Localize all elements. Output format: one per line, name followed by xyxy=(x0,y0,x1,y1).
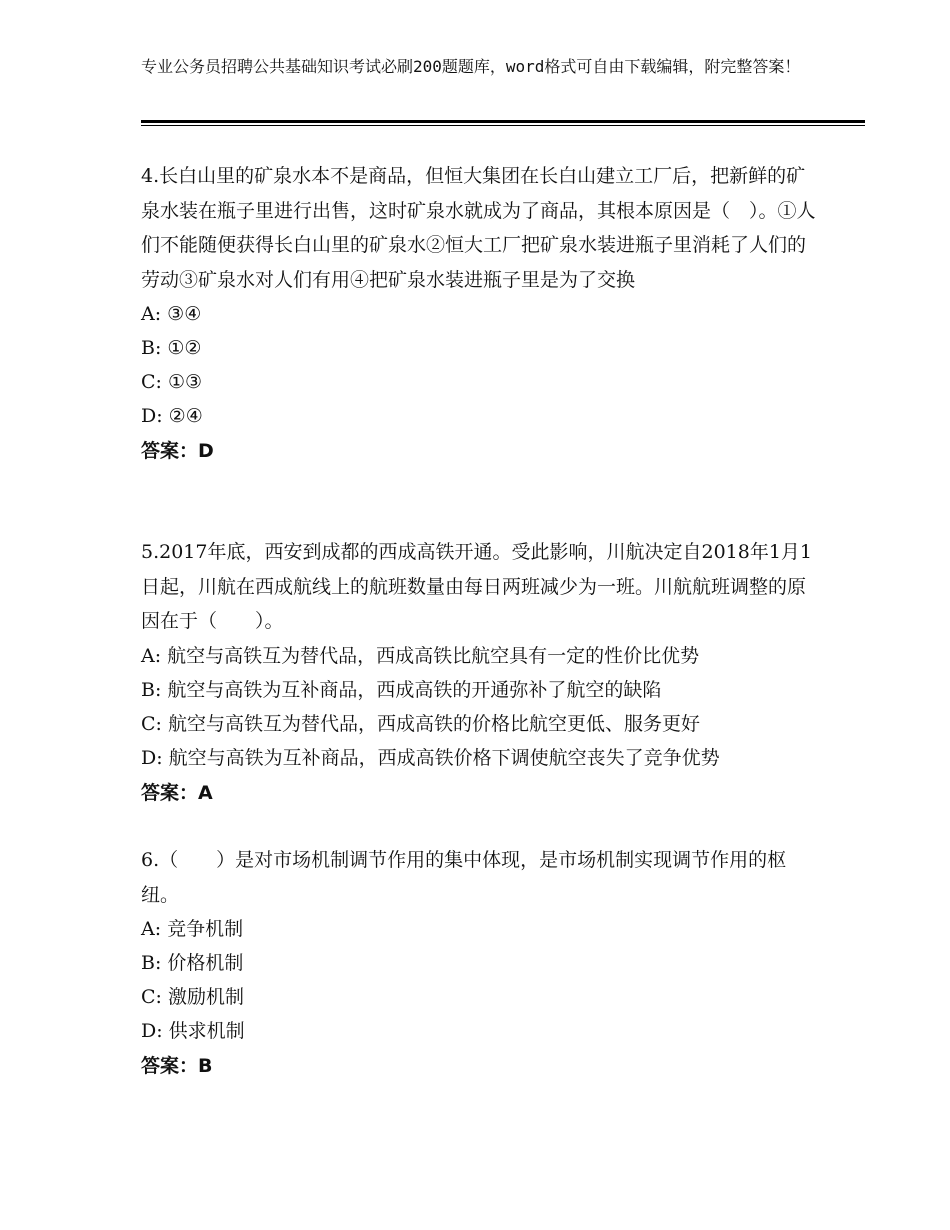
header-rule-thick xyxy=(141,120,865,123)
question-5 xyxy=(141,535,821,811)
document-header: 专业公务员招聘公共基础知识考试必刷200题题库，word格式可自由下载编辑，附完整答案！ xyxy=(141,57,801,76)
option-b: B: 航空与高铁为互补商品，西成高铁的开通弥补了航空的缺陷 xyxy=(141,678,662,701)
option-d: D: ②④ xyxy=(141,405,203,427)
option-d: D: 供求机制 xyxy=(141,1020,245,1042)
option-d: D: 航空与高铁为互补商品，西成高铁价格下调使航空丧失了竞争优势 xyxy=(141,746,720,769)
question-6 xyxy=(141,843,821,1084)
answer: 答案：B xyxy=(141,1055,213,1077)
question-text: 6.（ ）是对市场机制调节作用的集中体现，是市场机制实现调节作用的枢纽。 xyxy=(141,849,787,906)
question-4 xyxy=(141,159,821,469)
option-b: B: ①② xyxy=(141,337,202,359)
option-b: B: 价格机制 xyxy=(141,952,244,974)
question-text: 4.长白山里的矿泉水本不是商品，但恒大集团在长白山建立工厂后，把新鲜的矿泉水装在瓶子里进行出售，这时矿泉水就成为了商品，其根本原因是（ ）。①人们不能随便获得长白山里的矿泉水②恒大工厂把矿泉水装进瓶子里消耗了人们的劳动③矿泉水对人们有用④把矿泉水装进瓶子里是为了交换 xyxy=(141,165,816,291)
option-a: A: 航空与高铁互为替代品，西成高铁比航空具有一定的性价比优势 xyxy=(141,644,700,667)
option-a: A: 竞争机制 xyxy=(141,918,244,940)
answer: 答案：D xyxy=(141,440,214,462)
option-a: A: ③④ xyxy=(141,303,202,325)
answer: 答案：A xyxy=(141,781,213,804)
header-rule-thin xyxy=(141,125,865,126)
option-c: C: ①③ xyxy=(141,371,203,393)
option-c: C: 航空与高铁互为替代品，西成高铁的价格比航空更低、服务更好 xyxy=(141,712,700,735)
option-c: C: 激励机制 xyxy=(141,986,244,1008)
question-text: 5.2017年底，西安到成都的西成高铁开通。受此影响，川航决定自2018年1月1日起，川航在西成航线上的航班数量由每日两班减少为一班。川航航班调整的原因在于（ ）。 xyxy=(141,541,813,632)
